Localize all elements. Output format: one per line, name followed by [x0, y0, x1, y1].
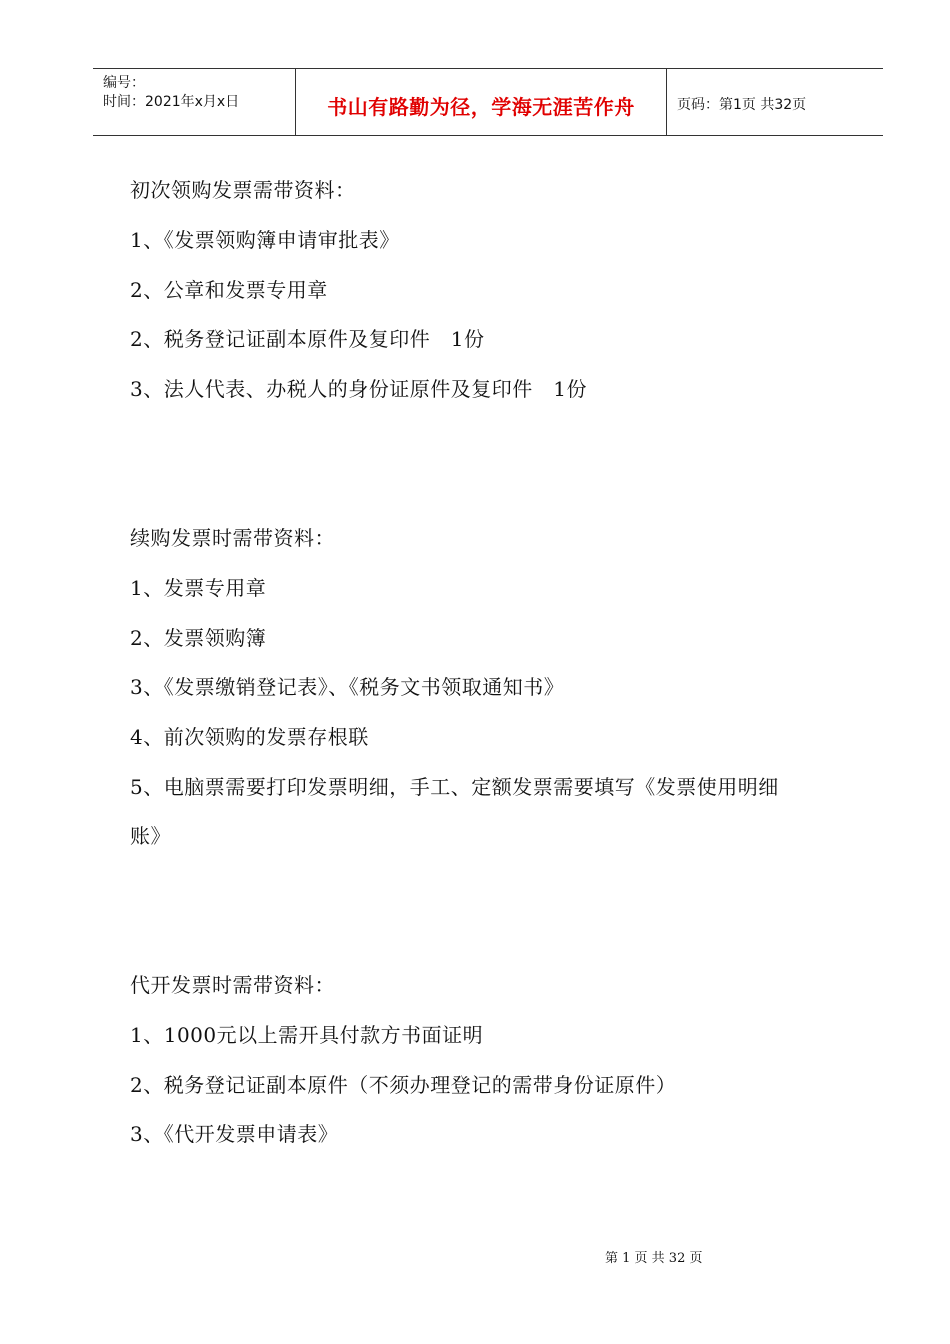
motto-text: 书山有路勤为径，学海无涯苦作舟	[327, 95, 635, 119]
page-footer: 第 1 页 共 32 页	[605, 1251, 703, 1266]
list-item: 2、税务登记证副本原件及复印件 1份	[130, 327, 485, 351]
section-title-repurchase: 续购发票时需带资料：	[130, 526, 335, 550]
list-item: 1、1000元以上需开具付款方书面证明	[130, 1023, 484, 1047]
list-item: 4、前次领购的发票存根联	[130, 725, 369, 749]
section-title-proxy-invoice: 代开发票时需带资料：	[130, 973, 335, 997]
list-item: 5、电脑票需要打印发票明细，手工、定额发票需要填写《发票使用明细	[130, 775, 779, 799]
list-item: 2、发票领购簿	[130, 626, 267, 650]
header-page-cell	[667, 69, 883, 135]
serial-number-label: 编号：	[103, 75, 145, 91]
list-item: 3、《代开发票申请表》	[130, 1122, 339, 1146]
date-label: 时间：2021年x月x日	[103, 94, 240, 110]
list-item-continuation: 账》	[130, 824, 171, 848]
list-item: 3、法人代表、办税人的身份证原件及复印件 1份	[130, 377, 588, 401]
page-header	[93, 68, 883, 136]
list-item: 1、《发票领购簿申请审批表》	[130, 228, 400, 252]
list-item: 3、《发票缴销登记表》、《税务文书领取通知书》	[130, 675, 565, 699]
list-item: 2、税务登记证副本原件（不须办理登记的需带身份证原件）	[130, 1073, 677, 1097]
list-item: 1、发票专用章	[130, 576, 267, 600]
list-item: 2、公章和发票专用章	[130, 278, 328, 302]
header-page-info: 页码：第1页 共32页	[677, 97, 807, 113]
header-info-cell	[93, 69, 295, 135]
section-title-initial-purchase: 初次领购发票需带资料：	[130, 178, 356, 202]
header-motto-cell	[295, 69, 667, 135]
